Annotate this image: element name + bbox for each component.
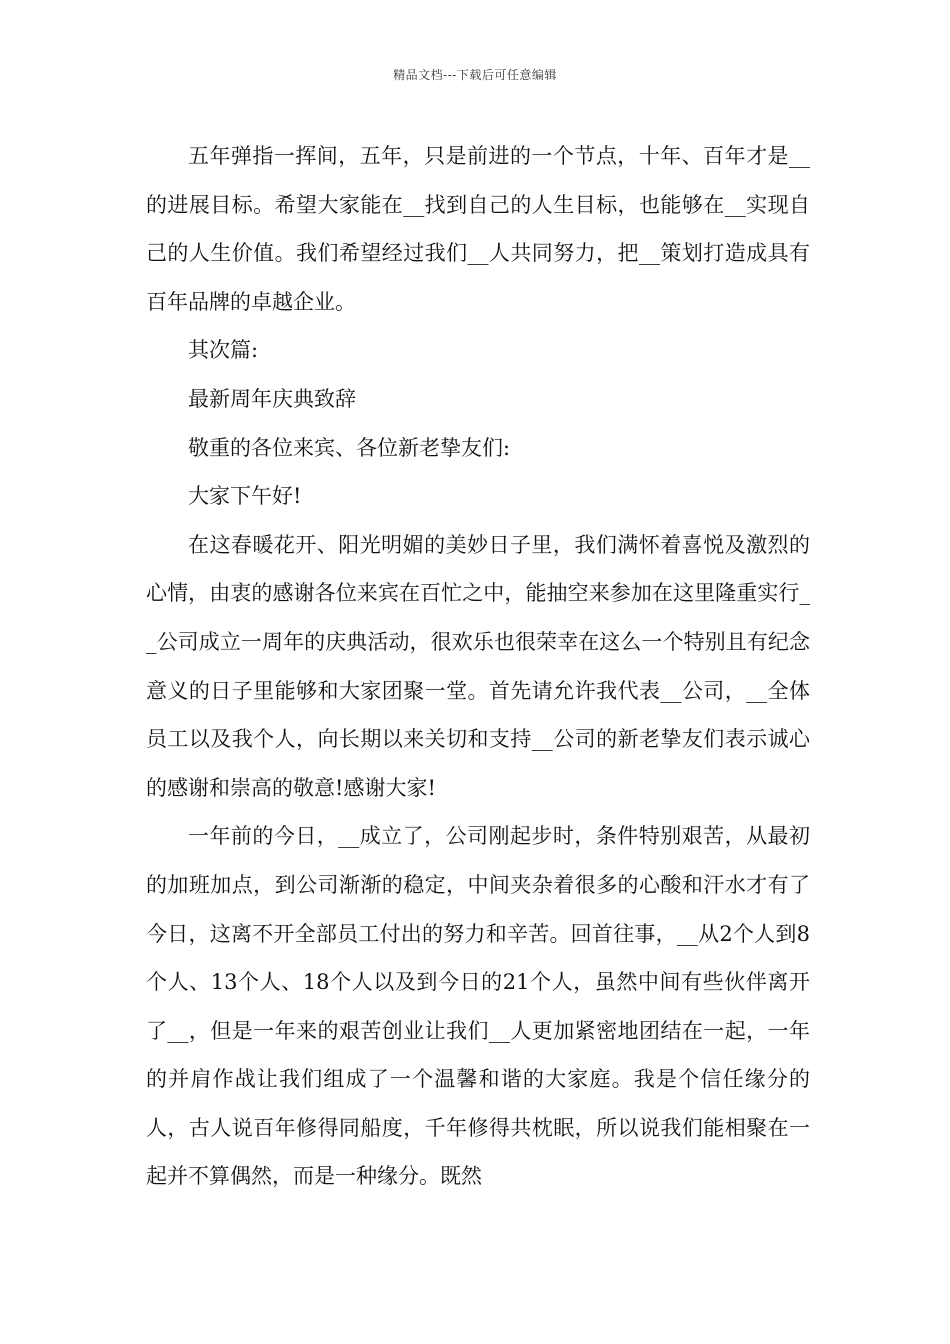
page-header: 精品文档---下载后可任意编辑 xyxy=(393,68,557,82)
speech-title: 最新周年庆典致辞 xyxy=(188,386,356,411)
paragraph-history: 一年前的今日，__成立了，公司刚起步时，条件特别艰苦，从最初的加班加点，到公司渐渐的稳定，中间夹杂着很多的心酸和汗水才有了今日，这离不开全部员工付出的努力和辛苦。回首往事，__从2个人到8个人、13个人、18个人以及到今日的21个人，虽然中间有些伙伴离开了__，但是一年来的艰苦创业让我们__人更加紧密地团结在一起，一年的并肩作战让我们组成了一个温馨和谐的大家庭。我是个信任缘分的人，古人说百年修得同船度，千年修得共枕眠，所以说我们能相聚在一起并不算偶然，而是一种缘分。既然 xyxy=(146,824,810,1189)
paragraph-closing-anniversary: 五年弹指一挥间，五年，只是前进的一个节点，十年、百年才是__的进展目标。希望大家能在__找到自己的人生目标，也能够在__实现自己的人生价值。我们希望经过我们__人共同努力，把__策划打造成具有百年品牌的卓越企业。 xyxy=(146,144,810,314)
greeting: 大家下午好! xyxy=(188,484,302,509)
section-label: 其次篇: xyxy=(188,338,259,363)
salutation: 敬重的各位来宾、各位新老挚友们: xyxy=(188,435,511,460)
paragraph-thanks: 在这春暖花开、阳光明媚的美妙日子里，我们满怀着喜悦及激烈的心情，由衷的感谢各位来宾在百忙之中，能抽空来参加在这里隆重实行__公司成立一周年的庆典活动，很欢乐也很荣幸在这么一个特别且有纪念意义的日子里能够和大家团聚一堂。首先请允许我代表__公司，__全体员工以及我个人，向长期以来关切和支持__公司的新老挚友们表示诚心的感谢和崇高的敬意!感谢大家! xyxy=(146,532,810,800)
document-body xyxy=(146,132,810,1201)
